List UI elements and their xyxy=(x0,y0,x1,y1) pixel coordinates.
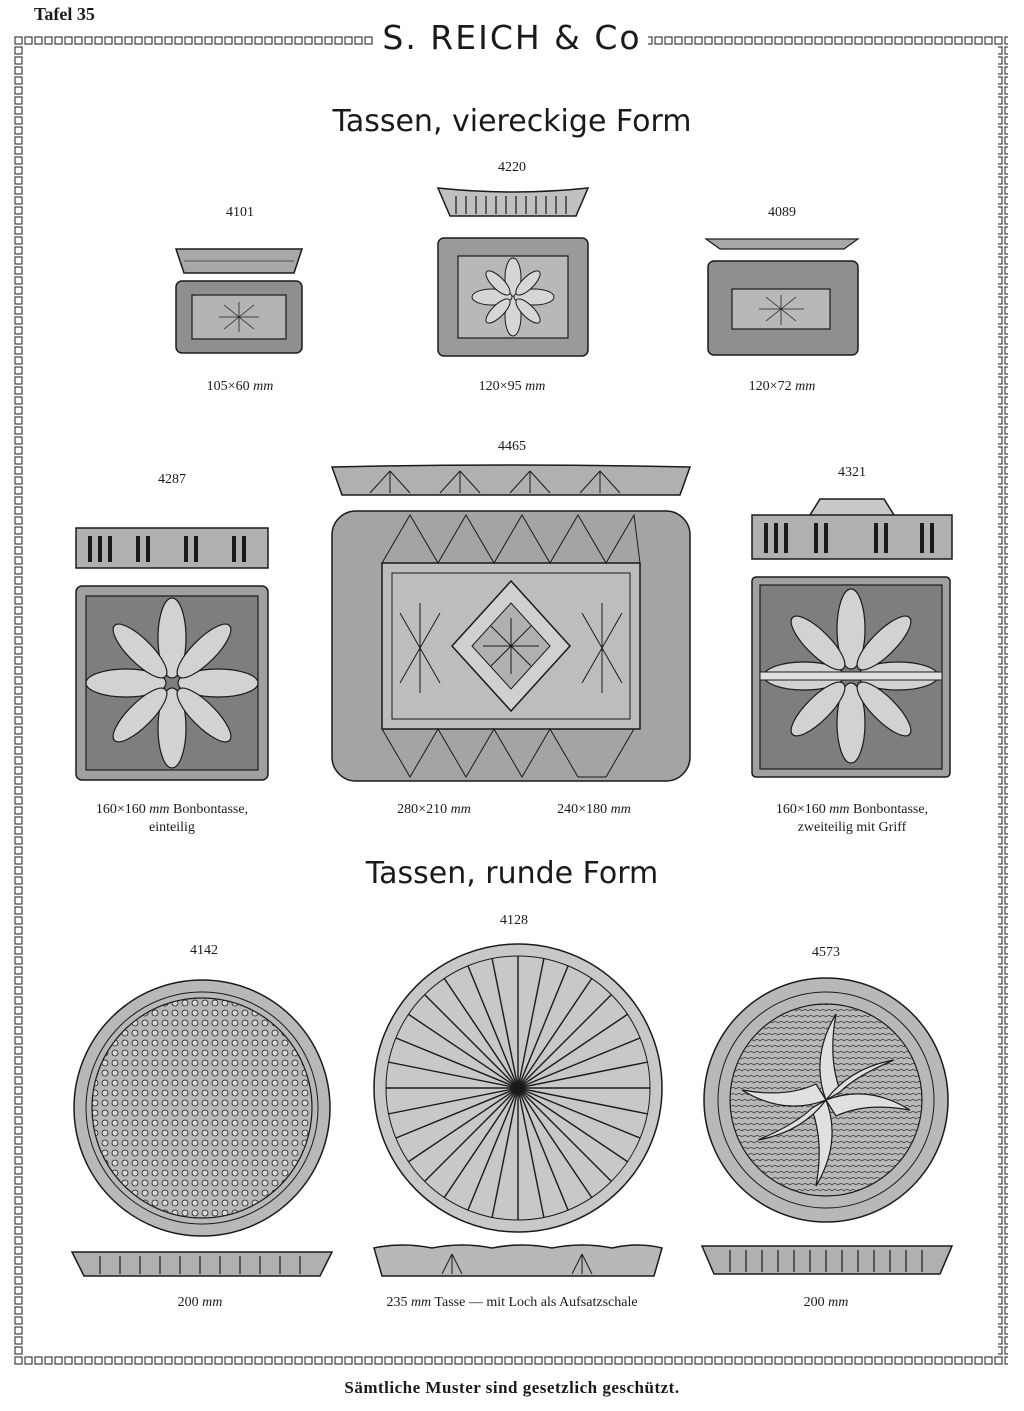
item-size-4465-b: 240×180 mm xyxy=(557,802,631,817)
plate-4573-image xyxy=(700,978,954,1280)
plate-4142-image xyxy=(70,978,334,1282)
item-number-4101: 4101 xyxy=(226,205,254,220)
item-size-4089: 120×72 mm xyxy=(748,379,816,394)
plate-4128-image xyxy=(372,942,664,1282)
tray-4101-image xyxy=(174,247,304,357)
item-number-4321: 4321 xyxy=(838,465,866,480)
item-number-4465: 4465 xyxy=(498,439,526,454)
item-size-4321: 160×160 mm Bonbontasse, zweiteilig mit Griff xyxy=(775,802,929,835)
tray-4287-image xyxy=(74,526,270,782)
section-title-square: Tassen, viereckige Form xyxy=(332,104,692,139)
item-size-4220: 120×95 mm xyxy=(478,379,546,394)
item-number-4573: 4573 xyxy=(812,945,840,960)
item-size-4573: 200 mm xyxy=(803,1295,849,1310)
item-size-4128: 235 mm Tasse — mit Loch als Aufsatzschale xyxy=(386,1295,638,1310)
footer-note: Sämtliche Muster sind gesetzlich geschützt. xyxy=(344,1378,680,1397)
tray-4321-image xyxy=(750,497,954,781)
item-size-4465-a: 280×210 mm xyxy=(397,802,471,817)
tray-4220-image xyxy=(436,186,590,358)
brand-title: S. REICH & Co xyxy=(382,18,642,57)
item-number-4220: 4220 xyxy=(498,160,526,175)
plate-label: Tafel 35 xyxy=(34,4,95,24)
item-number-4089: 4089 xyxy=(768,205,796,220)
item-size-4287: 160×160 mm Bonbontasse, einteilig xyxy=(95,802,249,835)
item-number-4142: 4142 xyxy=(190,943,218,958)
item-number-4287: 4287 xyxy=(158,472,186,487)
item-number-4128: 4128 xyxy=(500,913,528,928)
item-size-4142: 200 mm xyxy=(177,1295,223,1310)
section-title-round: Tassen, runde Form xyxy=(365,856,659,891)
tray-4089-image xyxy=(704,237,860,359)
item-size-4101: 105×60 mm xyxy=(206,379,274,394)
tray-4465-image xyxy=(330,463,692,783)
